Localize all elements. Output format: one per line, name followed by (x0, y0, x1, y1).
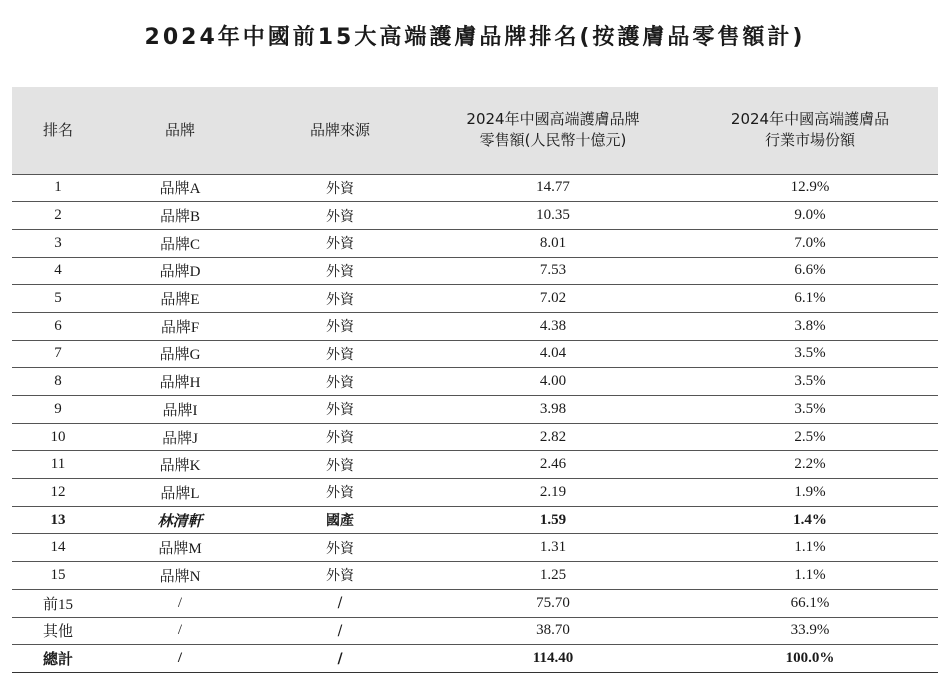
cell-sales: 1.31 (539, 539, 567, 556)
cell-brand: 林清軒 (157, 513, 203, 530)
table-row (12, 589, 938, 617)
cell-share: 6.6% (794, 262, 826, 279)
cell-rank: 2 (54, 207, 62, 224)
ranking-table (12, 87, 938, 673)
cell-rank: 其他 (42, 624, 73, 641)
cell-sales: 1.25 (539, 566, 567, 583)
cell-sales: 2.46 (539, 456, 567, 473)
cell-share: 3.5% (794, 345, 826, 362)
cell-brand: 品牌C (159, 236, 200, 253)
cell-share: 7.0% (794, 234, 826, 251)
table-row (12, 534, 938, 562)
cell-source: 外資 (326, 374, 354, 391)
cell-brand: 品牌D (159, 264, 201, 281)
cell-source: 外資 (326, 457, 354, 474)
table-row (12, 423, 938, 451)
cell-rank: 6 (54, 317, 62, 334)
cell-source: 外資 (326, 180, 354, 197)
cell-sales: 3.98 (539, 400, 567, 417)
table-header-row (12, 87, 938, 174)
cell-share: 2.2% (794, 456, 826, 473)
cell-brand: / (177, 622, 183, 639)
cell-source: 外資 (326, 568, 354, 585)
cell-source: 外資 (326, 319, 354, 336)
table-row (12, 257, 938, 285)
cell-brand: 品牌N (159, 568, 201, 585)
cell-sales: 2.19 (539, 483, 567, 500)
cell-source: / (337, 650, 343, 667)
cell-brand: / (177, 594, 183, 611)
cell-share: 1.4% (793, 511, 827, 528)
cell-sales: 4.38 (539, 317, 567, 334)
cell-rank: 5 (54, 290, 62, 307)
cell-sales: 1.59 (539, 511, 567, 528)
cell-brand: 品牌E (160, 292, 200, 309)
cell-sales: 4.00 (539, 373, 567, 390)
table-row (12, 506, 938, 534)
cell-share: 100.0% (785, 650, 835, 667)
cell-rank: 1 (54, 179, 62, 196)
cell-share: 3.8% (794, 317, 826, 334)
header-source: 品牌來源 (309, 120, 370, 139)
header-share (682, 87, 938, 174)
cell-source: 外資 (326, 430, 354, 447)
cell-source: / (337, 595, 343, 612)
cell-sales: 7.53 (539, 262, 567, 279)
cell-rank: 9 (54, 400, 62, 417)
table-row (12, 229, 938, 257)
cell-brand: 品牌A (159, 181, 201, 198)
header-rank: 排名 (42, 120, 73, 139)
table-row (12, 340, 938, 368)
header-sales (424, 87, 682, 174)
table-row (12, 396, 938, 424)
header-brand: 品牌 (164, 120, 195, 139)
table-row (12, 562, 938, 590)
header-share-line1: 2024年中國高端護膚品 (730, 110, 890, 129)
cell-brand: 品牌F (160, 319, 200, 336)
table-body (12, 174, 938, 672)
cell-share: 12.9% (790, 179, 830, 196)
cell-share: 1.9% (794, 483, 826, 500)
cell-rank: 3 (54, 234, 62, 251)
cell-source: 外資 (326, 291, 354, 308)
cell-brand: 品牌L (160, 485, 200, 502)
cell-rank: 13 (50, 511, 66, 528)
cell-sales: 114.40 (532, 650, 574, 667)
cell-rank: 7 (54, 345, 62, 362)
cell-source: 外資 (326, 485, 354, 502)
cell-sales: 7.02 (539, 290, 567, 307)
cell-share: 2.5% (794, 428, 826, 445)
cell-rank: 10 (50, 428, 66, 445)
header-share-line2: 行業市場份額 (764, 131, 855, 150)
table-row (12, 202, 938, 230)
cell-sales: 38.70 (536, 622, 570, 639)
cell-source: 外資 (326, 540, 354, 557)
cell-brand: 品牌J (162, 430, 198, 447)
cell-source: 國產 (326, 513, 354, 530)
cell-share: 1.1% (794, 566, 826, 583)
cell-rank: 8 (54, 373, 62, 390)
cell-brand: 品牌M (158, 541, 202, 558)
cell-share: 33.9% (790, 622, 830, 639)
cell-share: 6.1% (794, 290, 826, 307)
page-title: 2024年中國前15大高端護膚品牌排名(按護膚品零售額計) (144, 25, 806, 50)
table-row (12, 645, 938, 673)
cell-brand: / (177, 650, 183, 667)
table-row (12, 174, 938, 202)
cell-brand: 品牌G (159, 347, 201, 364)
table-row (12, 285, 938, 313)
table-row (12, 451, 938, 479)
cell-rank: 前15 (42, 596, 73, 613)
header-sales-line1: 2024年中國高端護膚品牌 (466, 110, 640, 129)
cell-sales: 14.77 (536, 179, 570, 196)
cell-share: 3.5% (794, 373, 826, 390)
cell-source: 外資 (326, 346, 354, 363)
cell-share: 1.1% (794, 539, 826, 556)
cell-share: 66.1% (790, 594, 830, 611)
cell-brand: 品牌K (159, 458, 201, 475)
table-row (12, 368, 938, 396)
cell-source: 外資 (326, 263, 354, 280)
cell-source: 外資 (326, 402, 354, 419)
cell-brand: 品牌H (159, 375, 201, 392)
cell-rank: 11 (50, 456, 66, 473)
cell-brand: 品牌B (159, 209, 200, 226)
cell-rank: 4 (54, 262, 62, 279)
table-row (12, 312, 938, 340)
cell-share: 9.0% (794, 207, 826, 224)
cell-brand: 品牌I (162, 402, 198, 419)
cell-rank: 14 (50, 539, 66, 556)
table-row (12, 479, 938, 507)
cell-sales: 4.04 (539, 345, 567, 362)
cell-source: 外資 (326, 208, 354, 225)
cell-rank: 總計 (42, 652, 73, 669)
cell-rank: 15 (50, 566, 66, 583)
cell-sales: 8.01 (539, 234, 567, 251)
cell-rank: 12 (50, 483, 66, 500)
cell-sales: 75.70 (536, 594, 570, 611)
cell-share: 3.5% (794, 400, 826, 417)
cell-sales: 2.82 (539, 428, 567, 445)
table-row (12, 617, 938, 645)
header-sales-line2: 零售額(人民幣十億元) (479, 131, 627, 150)
cell-sales: 10.35 (536, 207, 570, 224)
cell-source: / (337, 622, 343, 639)
cell-source: 外資 (326, 236, 354, 253)
